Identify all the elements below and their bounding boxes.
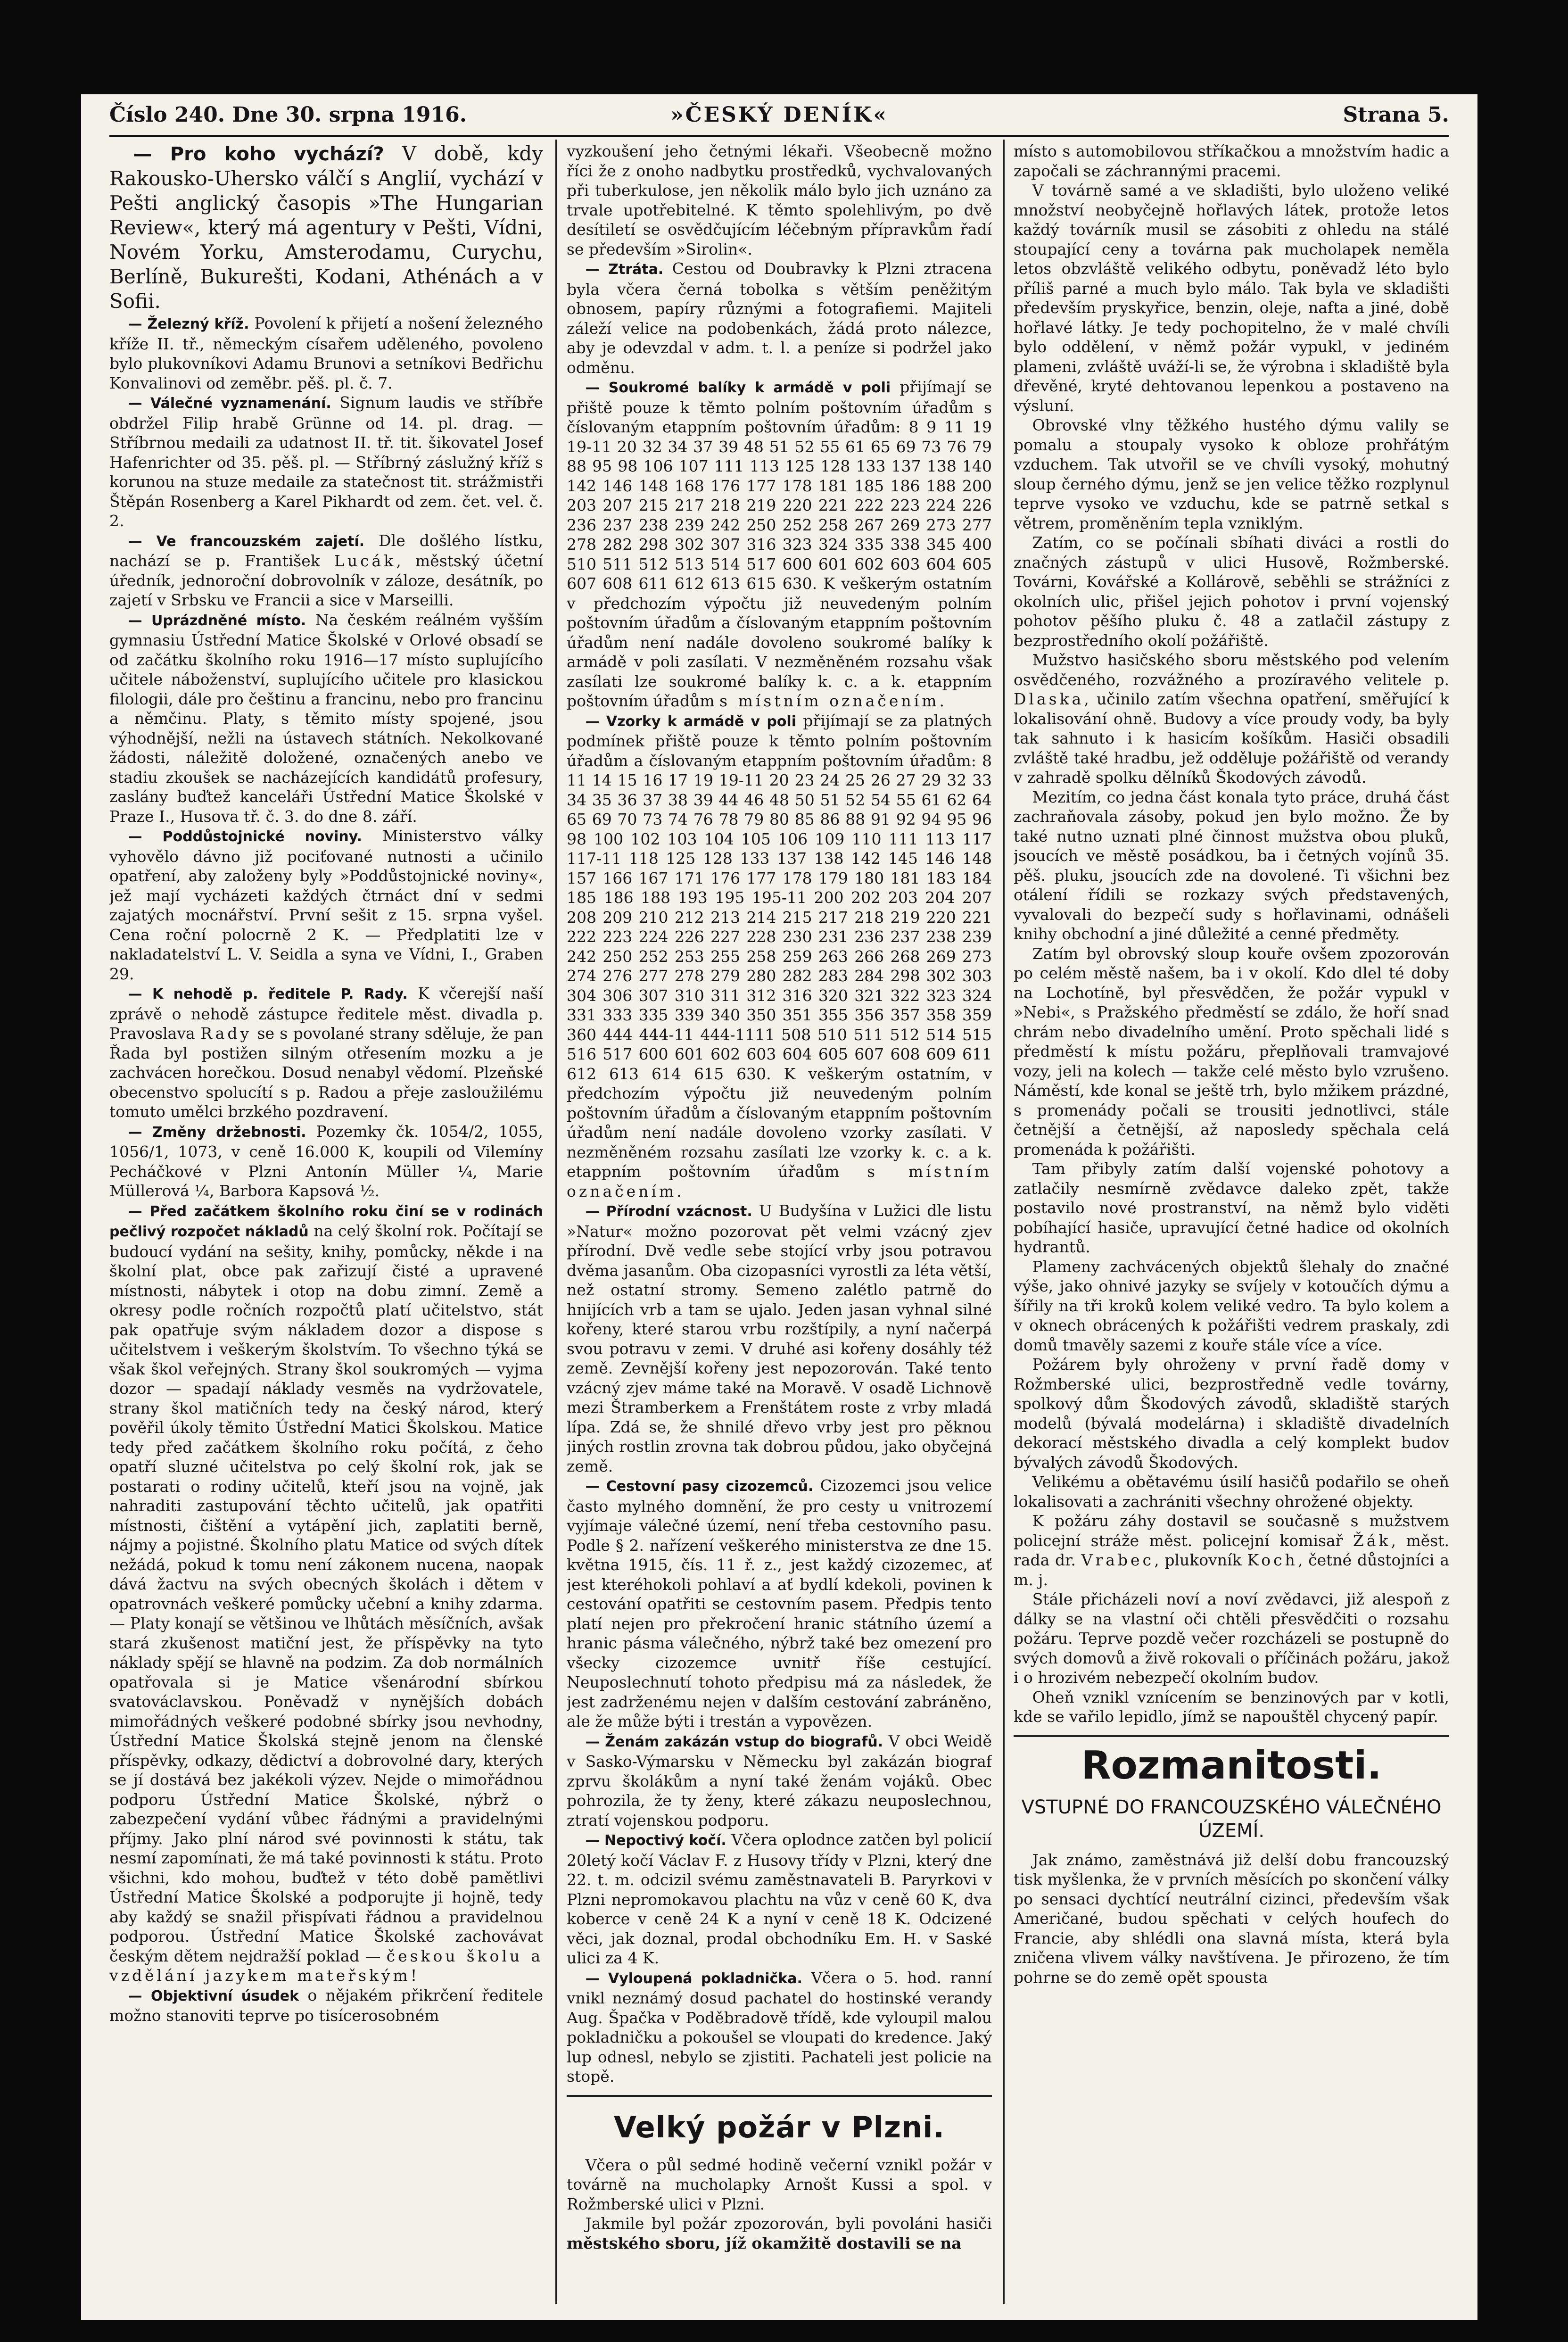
issue-info: Číslo 240. Dne 30. srpna 1916. xyxy=(109,103,467,127)
article-pozar-12: Požárem byly ohroženy v první řadě domy v Rožmberské ulici, bezprostředně vedle továrny, spolkový dům Škodových závodů, skladiště starých modelů (bývalá modelárna) i skladiště divadelních dekorací městského divadla a celý komplekt budov bývalých závodů Škodových. xyxy=(1014,1355,1449,1472)
article-valecne-vyznamenani: — Válečné vyznamenání. Signum laudis ve stříbře obdržel Filip hrabě Grünne od 14. pl. drag. — Stříbrnou medaili za udatnost II. tř. tit. šikovatel Josef Hafenrichter od 35. pěš. pl. — Stříbrný záslužný kříž s korunou na stuze medaile za statečnost tit. strážmistři Štěpán Rosenberg a Karel Pikhardt od zem. čet. vel. č. 2. xyxy=(109,393,543,530)
article-pozar-6: Zatím, co se počínali sbíhati diváci a rostli do značných zástupů v ulici Husově, Rožmberské. Továrni, Kovářské a Kollárově, seběhli se strážníci z okolních ulic, přišel jejich pohotov i první vojenský pohotov pěšího pluku č. 48 a zatlačil zástupy z bezprostředního okolí požářiště. xyxy=(1014,533,1449,650)
article-sirolin: vyzkoušení jeho četnými lékaři. Všeobecně možno říci že z onoho nadbytku prostředků, vychvalovaných při tuberkulose, jen několik málo bylo jich uznáno za trvale upotřebitelné. K těmto spolehlivým, po dvě desítiletí se osvědčujícím léčebným přípravkům řadí se především »Sirolin«. xyxy=(567,142,992,258)
article-zmeny-drzebnosti: — Změny držebnosti. Pozemky čk. 1054/2, 1055, 1056/1, 1073, v ceně 16.000 K, koupili od Vilemíny Pecháčkové v Plzni Antonín Müller ¼, Marie Müllerová ¼, Barbora Kapsová ½. xyxy=(109,1122,543,1200)
column-rule-1 xyxy=(555,140,557,2304)
article-pozar-11: Plameny zachvácených objektů šlehaly do značné výše, jako ohnivé jazyky se svíjely v kotoučích dýmu a šířily na tři kroků kolem veliké vedro. Ta bylo kolem a v oknech obrácených k požářišti vedrem praskaly, zdi domů tmavěly sazemi z kouře stále více a více. xyxy=(1014,1257,1449,1354)
article-objektivni-usudek: — Objektivní úsudek o nějakém přikrčení ředitele možno stanoviti teprve po tisícerosobném xyxy=(109,1986,543,2025)
article-biografy: — Ženám zakázán vstup do biografů. V obci Weidě v Sasko-Výmarsku v Německu byl zakázán biograf zprvu školákům a nyní také ženám vojáků. Obec pohrozila, že ty ženy, které zákazu neuposlechnou, ztratí vojenskou podporu. xyxy=(567,1731,992,1829)
column-1 xyxy=(109,141,543,2306)
masthead xyxy=(109,103,1449,133)
section-rozmanitosti: Rozmanitosti. xyxy=(1081,1743,1382,1788)
article-pozar-8: Mezitím, co jedna část konala tyto práce, druhá část zachraňovala zásoby, pokud jen bylo možno. Že by také nutno uznati plné činnost mužstva obou pluků, jsoucích ve městě posádkou, ba i četných vojínů 35. pěš. pluku, jsoucích zde na dovolené. Ti všichni bez otálení řídili se rozkazy svých představených, vyvalovali do bezpečí sudy s hořlavinami, odnášeli knihy obchodní a jiné důležité a cenné předměty. xyxy=(1014,787,1449,943)
newspaper-page xyxy=(81,94,1477,2320)
article-poddustojnicke-noviny: — Poddůstojnické noviny. Ministerstvo války vyhovělo dávno již pociťované nutnosti a učinilo opatření, aby založeny byly »Poddůstojnické noviny«, jež mají vycházeti každých čtrnáct dní v sedmi zajatých mocnářství. První sešit z 15. srpna vyšel. Cena roční polocrně 2 K. — Předplatiti lze v nakladatelství L. V. Seidla a syna ve Vídni, I., Graben 29. xyxy=(109,827,543,983)
article-uprazdnene-misto: — Uprázdněné místo. Na českém reálném vyšším gymnasiu Ústřední Matice Školské v Orlové obsadí se od začátku školního roku 1916—17 místo suplujícího učitele náboženství, suplujícího učitele pro klasickou filologii, dále pro češtinu a francinu, nebo pro francinu a němčinu. Platy, s těmito místy spojené, jsou výhodnější, nežli na ústavech státních. Nekolkované žádosti, náležitě doložené, označených anebo ve stadiu zkoušek se nacházejících kandidátů profesury, zaslány buďtež kanceláři Ústřední Matice Školské v Praze I., Husova tř. č. 3. do dne 8. září. xyxy=(109,610,543,826)
article-vstupne: Jak známo, zaměstnává již delší dobu francouzský tisk myšlenka, že v prvních měsících po skončení války po sensaci dychtící neutrální cizinci, především však Američané, budou spěchati v celých houfech do Francie, aby shlédli ona slavná místa, která byla zničena vlivem války navštívena. Je přirozeno, že tím pohrne se do země opět spousta xyxy=(1014,1850,1449,1986)
article-nepoctivy-koci: — Nepoctivý kočí. Včera oplodnce zatčen byl policií 20letý kočí Václav F. z Husovy třídy v Plzni, který dne 22. t. m. odcizil svému zaměstnavateli B. Paryrkovi v Plzni nepromokavou plachtu na vůz v ceně 60 K, dva koberce v ceně 24 K a nyní v ceně 18 K. Odcizené věci, jak doznal, prodal obchodníku Em. H. v Saské ulici za 4 K. xyxy=(567,1830,992,1967)
article-cestovni-pasy: — Cestovní pasy cizozemců. Cizozemci jsou velice často mylného domnění, že pro cesty u vnitrozemí vyjímaje válečné území, není třeba cestovního pasu. Podle § 2. nařízení veškerého ministerstva ze dne 15. května 1915, čís. 11 ř. z., jest každý cizozemec, ať jest kteréhokoli pohlaví a ať bydlí kdekoli, povinen k cestování opatřiti se cestovním pasem. Předpis tento platí nejen pro překročení hranic státního území a hranic pásma válečného, nýbrž také bez omezení pro všecky cizozemce uvnitř říše cestující. Neuposlechnutí tohoto předpisu má za následek, že jest zadrženému nejen v dalším cestování zabráněno, ale že může býti i trestán a vypovězen. xyxy=(567,1476,992,1730)
masthead-rule xyxy=(109,135,1449,137)
article-pozar-2: Jakmile byl požár zpozorován, byli povoláni hasiči městského sboru, jíž okamžitě dostavili se na xyxy=(567,2214,992,2252)
article-pozar-14: K požáru záhy dostavil se současně s mužstvem policejní stráže měst. policejní komisař Žák, měst. rada dr. Vrabec, plukovník Koch, četné důstojníci a m. j. xyxy=(1014,1512,1449,1589)
article-pozar-3: místo s automobilovou stříkačkou a množstvím hadic a započali se záchrannými pracemi. xyxy=(1014,142,1449,180)
column-rule-2 xyxy=(1003,140,1005,2304)
article-pozar-15: Stále přicházeli noví a noví zvědavci, již alespoň z dálky se na vlastní oči chtěli přesvědčiti o rozsahu požáru. Teprve pozdě večer rozcházeli se postupně do svých domovů a živě rokovali o příčinách požáru, jakož i o hrozivém nebezpečí okolním budov. xyxy=(1014,1590,1449,1687)
article-pozar-10: Tam přibyly zatím další vojenské pohotovy a zatlačily nesmírně zvědavce daleko zpět, takže postavilo nové prostranství, na němž bylo viděti pobíhající hasiče, upravující četné hadice od okolních hydrantů. xyxy=(1014,1159,1449,1256)
section-divider-2 xyxy=(1014,1735,1449,1737)
article-prirodni-vzacnost: — Přírodní vzácnost. U Budyšína v Lužici dle listu »Natur« možno pozorovat pět velmi vzácný zjev přírodní. Dvě vedle sebe stojící vrby jsou potravou dvěma jasanům. Oba cizopasníci vyrostli za léta větší, než ostatní stromy. Semeno zalétlo patrně do hnijících vrb a tam se ujalo. Jeden jasan vyhnal silné kořeny, které starou vrbu rozštípily, a nyní načerpá svou potravu v zemi. V druhé asi kořeny dosáhly též země. Zevnější kořeny jest nepozorován. Také tento vzácný zjev máme také na Moravě. V osadě Lichnově mezi Štramberkem a Frenštátem roste z vrby mladá lípa. Zdá se, že shnilé dřevo vrby jest pro pěknou jiných rostlin zrovna tak dobrou půdou, jako obyčejná země. xyxy=(567,1201,992,1475)
headline-velky-pozar: Velký požár v Plzni. xyxy=(614,2110,945,2144)
article-skolni-rok: — Před začátkem školního roku činí se v rodinách pečlivý rozpočet nákladů na celý školní rok. Počítají se budoucí vydání na sešity, knihy, pomůcky, někde i na školní plat, obce pak zařizují čisté a upravené místnosti, nábytek i otop na dobu zimní. Země a okresy podle ročních rozpočtů platí učitelstvo, stát pak opatřuje svým nákladem dozor a dispose s učitelstvem i veškerým školstvím. To všechno týká se však škol veřejných. Strany škol soukromých — vyjma dozor — spadají náklady vesměs na vydržovatele, strany škol matičních tedy na český národ, který pověřil úkoly těmito Ústřední Matici Školskou. Matice tedy před začátkem školního roku počítá, z čeho opatří sluzné učitelstva po celý školní rok, jak se postarati o rodiny učitelů, kteří jsou na vojně, jak nahraditi zastupování těchto učitelů, jak opatřiti místnosti, čištění a vytápění jich, zaplatiti berně, nájmy a pojistné. Školního platu Matice od svých dítek nežádá, pokud k tomu není zákonem nucena, naopak dává žactvu na svých obecných školách i dětem v opatrovnách veškeré pomůcky učební a knihy zdarma. — Platy konají se většinou ve lhůtách měsíčních, avšak stará zkušenost matiční jest, že příspěvky na tyto náklady spějí se hlavně na podzim. Za dob normálních opatřovala si je Matice všenárodní sbírkou svatováclavskou. Poněvadž v nynějších dobách mimořádných veškeré podobné sbírky jsou nevhodny, Ústřední Matice Školská stejně jenom na členské příspěvky, odkazy, dědictví a dobrovolné dary, kterých se jí dostává bez jakékoli výzev. Nejde o mimořádnou podporu Ústřední Matice Školské, nýbrž o zabezpečení vydání vůbec řádnými a pravidelnými příjmy. Jako plní národ své povinnosti k státu, tak nesmí zapomínati, že má také povinnosti k státu. Proto všichni, kdo mohou, buďtež v této době pamětlivi Ústřední Matice Školské a podporujte ji hojně, tedy aby každý se snažil přispívati řádnou a pravidelnou podporou. Ústřední Matice Školské zachovávat českým dětem nejdražší poklad — českou školu a vzdělání jazykem mateřským! xyxy=(109,1203,543,1985)
article-pozar-4: V továrně samé a ve skladišti, bylo uloženo veliké množství neobyčejně hořlavých látek, protože letos každý továrník musil se zásobiti z ohledu na stálé stoupající ceny a továrna pak mucholapek neměla letos obzvláště velikého odbytu, poněvadž léto bylo příliš parné a much bylo málo. Tak byla ve skladišti především pryskyřice, benzin, oleje, nafta a jiné, době hořlavé látky. Je tedy pochopitelno, že v malé chvíli bylo oddělení, v němž požár vypukl, v jediném plameni, zvláště uváží-li se, že výrobna i skladiště byla dřevěné, kryté dehtovanou lepenkou a postaveno na výsluní. xyxy=(1014,181,1449,415)
column-2 xyxy=(567,141,992,2306)
article-soukrome-baliky: — Soukromé balíky k armádě v poli přijímají se přiště pouze k těmto polním poštovním úřadům s číslovaným etappním poštovním úřadům: 8 9 11 19 19-11 20 32 34 37 39 48 51 52 55 61 65 69 73 76 79 88 95 98 106 107 111 113 125 128 133 137 138 140 142 146 148 168 176 177 178 181 185 186 188 200 203 207 215 217 218 219 220 221 222 223 224 226 236 237 238 239 242 250 252 258 267 269 273 277 278 282 298 302 307 316 323 324 335 338 345 400 510 511 512 513 514 517 600 601 602 603 604 605 607 608 611 612 613 615 630. K veškerým ostatním v předchozím výpočtu již neuvedeným polním poštovním úřadům a číslovaným etappním poštovním úřadům není nadále dovoleno soukromé balíky k armádě v poli zasílati. V nezměněném rozsahu však zasílati lze soukromé balíky k. c. a k. etappním poštovním úřadům s místním označením. xyxy=(567,378,992,710)
article-pozar-16: Oheň vznikl vznícením se benzinových par v kotli, kde se vařilo lepidlo, jímž se napouštěl chycený papír. xyxy=(1014,1688,1449,1726)
article-pokladnicka: — Vyloupená pokladnička. Včera o 5. hod. ranní vnikl neznámý dosud pachatel do hostinské verandy Aug. Špačka v Poděbradově třídě, kde vyloupil malou pokladničku a pokoušel se vloupati do kredence. Jaký lup odnesl, nebylo se zjistiti. Pachateli jest policie na stopě. xyxy=(567,1968,992,2085)
page-number: Strana 5. xyxy=(1343,103,1449,127)
article-ztrata: — Ztráta. Cestou od Doubravky k Plzni ztracena byla včera černá tobolka s větším peněžitým obnosem, papíry různými a fotografiemi. Majiteli záleží velice na podobenkách, žádá proto nálezce, aby je odevzdal v adm. t. l. a peníze si podržel jako odměnu. xyxy=(567,259,992,377)
article-pozar-1: Včera o půl sedmé hodině večerní vznikl požár v továrně na mucholapky Arnošt Kussi a spol. v Rožmberské ulici v Plzni. xyxy=(567,2155,992,2213)
article-pozar-5: Obrovské vlny těžkého hustého dýmu valily se pomalu a stoupaly vysoko k obloze prohřátým vzduchem. Tak utvořil se ve chvíli vysoký, mohutný sloup černého dýmu, jenž se jen velice těžko rozplynul teprve vysoko ve vzduchu, kde se patrně setkal s větrem, proměněním tepla vzniklým. xyxy=(1014,416,1449,532)
article-pozar-13: Velikému a obětavému úsilí hasičů podařilo se oheň lokalisovati a zachrániti všechny ohrožené objekty. xyxy=(1014,1473,1449,1511)
article-vzorky: — Vzorky k armádě v poli přijímají se za platných podmínek přiště pouze k těmto polním poštovním úřadům a číslovaným etappním poštovním úřadům: 8 11 14 15 16 17 19 19-11 20 23 24 25 26 27 29 32 33 34 35 36 37 38 39 44 46 48 50 51 52 54 55 61 62 64 65 69 70 73 74 76 78 79 80 85 86 88 91 92 94 95 96 98 100 102 103 104 105 106 109 110 111 113 117 117-11 118 125 128 133 137 138 142 145 146 148 157 166 167 171 176 177 178 179 180 181 183 184 185 186 188 193 195 195-11 200 202 203 204 207 208 209 210 212 213 214 215 217 218 219 220 221 222 223 224 226 227 228 230 231 236 237 238 239 242 250 252 253 255 258 259 263 266 268 269 273 274 276 277 278 279 280 282 283 284 298 302 303 304 306 307 310 311 312 316 320 321 322 323 324 331 333 335 339 340 350 351 355 356 357 358 359 360 444 444-11 444-1111 508 510 511 512 514 515 516 517 600 601 602 603 604 605 607 608 609 611 612 613 614 615 630. K veškerým ostatním, v předchozím výpočtu již neuvedeným polním poštovním úřadům a číslovaným etappním poštovním úřadům není nadále dovoleno vzorky zasílati. V nezměněném rozsahu zasílati lze vzorky k. c. a k. etappním poštovním úřadům s místním označením. xyxy=(567,711,992,1200)
article-pozar-9: Zatím byl obrovský sloup kouře ovšem zpozorován po celém městě našem, ba i v okolí. Kdo dlel té doby na Lochotíně, byl přesvědčen, že požár vypukl v »Nebi«, s Pražského předměstí se zdálo, že hoří snad chrám nebo divadelního umění. Proto spěchali lidé s předměstí k místu požáru, přeplňovali tramvajové vozy, jeli na kolech — takže celé město bylo vzrušeno. Náměstí, kde konal se ještě trh, bylo mžikem prázdné, s promenády počali se trousiti jednotlivci, stále četnější a četnější, až naposledy spěchala celá promenáda k požářišti. xyxy=(1014,944,1449,1159)
section-divider xyxy=(567,2095,992,2097)
article-pozar-7: Mužstvo hasičského sboru městského pod velením osvědčeného, rozvážného a prozíravého velitele p. Dlaska, učinilo zatím všechna opatření, směřující k lokalisování ohně. Budovy a více proudy vody, ba byly tak sahnuto i k hasicím košíkům. Hasiči obsadili zvláště také hradbu, jež odděluje požářiště od verandy v zahradě spolku dělníků Škodových závodů. xyxy=(1014,651,1449,786)
subhead-vstupne: VSTUPNÉ DO FRANCOUZSKÉHO VÁLEČNÉHO ÚZEMÍ. xyxy=(1021,1796,1442,1842)
article-pro-koho: — Pro koho vychází? V době, kdy Rakousko-Uhersko válčí s Anglií, vychází v Pešti anglický časopis »The Hungarian Review«, který má agentury v Pešti, Vídni, Novém Yorku, Amsterodamu, Curychu, Berlíně, Bukurešti, Kodani, Athénách a v Sofii. xyxy=(109,142,543,313)
article-francouzske-zajeti: — Ve francouzském zajetí. Dle došlého lístku, nachází se p. František Lucák, městský účetní úředník, jednoroční dobrovolník v záloze, desátník, po zajetí v Srbsku ve Francii a sice v Marseilli. xyxy=(109,531,543,609)
article-zelezny-kriz: — Železný kříž. Povolení k přijetí a nošení železného kříže II. tř., německým císařem uděleného, povoleno bylo plukovníkovi Adamu Brunovi a setníkovi Bedřichu Konvalinovi od zeměbr. pěš. pl. č. 7. xyxy=(109,314,543,392)
column-3 xyxy=(1014,141,1449,2306)
article-nehoda-reditele: — K nehodě p. ředitele P. Rady. K včerejší naší zprávě o nehodě zástupce ředitele měst. divadla p. Pravoslava Rady se s povolané strany sděluje, že pan Řada byl postižen silným otřesením mozku a je zachvácen horečkou. Dosud nenabyl vědomí. Plzeňské obecenstvo spolucítí s p. Radou a přeje zasloužilému tomuto umělci brzkého pozdravení. xyxy=(109,984,543,1121)
newspaper-title: »ČESKÝ DENÍK« xyxy=(670,103,888,127)
